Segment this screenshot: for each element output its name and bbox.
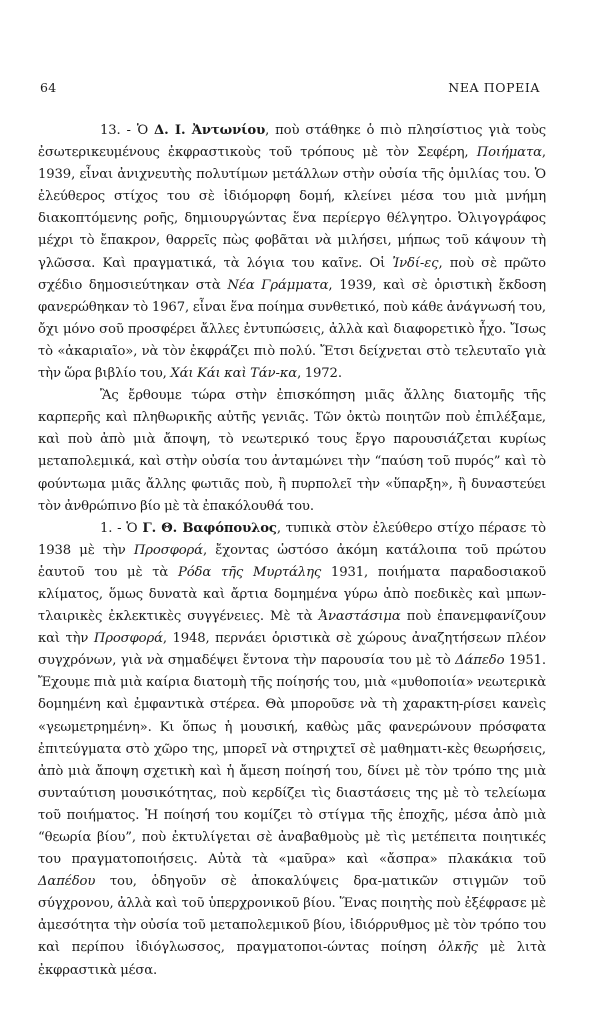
bold-name: Γ. Θ. Βαφόπουλος	[142, 520, 277, 536]
text-run: ποὺ ἐπανεμφανίζουν καὶ τὴν	[38, 609, 546, 647]
page-number: 64	[40, 80, 57, 95]
text-run: , τυπικὰ στὸν ἐλεύθερο στίχο πέρασε τὸ 1938 μὲ τὴν	[38, 520, 546, 558]
text-run: , ἔχοντας ὡστόσο ἀκόμη κατάλοιπα τοῦ πρώτου ἑαυτοῦ του μὲ τὰ	[38, 542, 547, 580]
paragraph-vafopoulos	[38, 518, 546, 982]
text-run: , 1948, περνάει ὁριστικὰ σὲ χώρους ἀναζητήσεων πλέον συγχρόνων, γιὰ νὰ σημαδέψει ἔντονα τὴν παρουσία του μὲ τὸ	[38, 631, 546, 669]
text-run: , 1939, εἶναι ἀνιχνευτὴς πολυτίμων μετάλλων στὴν οὐσία τῆς ὁμιλίας του. Ὁ ἐλεύθερος στίχος του σὲ ἰδιόμορφη δομή, κλείνει μέσα του μιὰ μνήμη διακοπτόμενης ροῆς, δημιουργώντας ἕνα περίεργο θέλγητρο. Ὀλιγογράφος μέχρι τὸ ἔπακρον, θαρρεῖς πὼς φοβᾶται νὰ μιλήσει, μήπως τοῦ κάψουν τὴ γλῶσσα. Καὶ πραγματικά, τὰ λόγια του καῖνε. Οἱ	[38, 145, 546, 271]
italic-title: Χάι Κάι καὶ Τάν-κα	[170, 366, 298, 382]
text-run: 1951. Ἔχουμε πιὰ μιὰ καίρια διατομὴ τῆς ποίησής του, μιὰ «μυθοποιία» νεωτερικὰ δομημένη καὶ ἐμφαντικὰ στέρεα. Θὰ μποροῦσε νὰ τὴ χαρακτη-ρίσει κανεὶς «γεωμετρημένη». Κι ὅπως ἡ μουσική, καθὼς μᾶς φανερώνουν πρόσφατα ἐπιτεύγματα στὸ χῶρο της, μπορεῖ νὰ στηριχτεῖ σὲ μαθηματι-κὲς θεωρήσεις, ἀπὸ μιὰ ἄποψη σχετικὴ καὶ ἡ ἄμεση ποίησή του, δίνει μὲ τὸν τρόπο της μιὰ συνταύτιση μουσικότητας, ποὺ κερδίζει τὶς διαστάσεις της μὲ τὸ τελείωμα τοῦ ποιήματος. Ἡ ποίησή του κομίζει τὸ στίγμα τῆς ἐποχῆς, μέσα ἀπὸ μιὰ “θεωρία βίου”, ποὺ ἐκτυλίγεται σὲ ἀναβαθμοὺς μὲ τὶς μετέπειτα ποιητικές του πραγματοποιήσεις. Αὐτὰ τὰ «μαῦρα» καὶ «ἄσπρα» πλακάκια τοῦ	[38, 653, 547, 868]
italic-title: Προσφορά	[93, 631, 163, 647]
text-run: Ἂς ἔρθουμε τώρα στὴν ἐπισκόπηση μιᾶς ἄλλης διατομῆς τῆς καρπερῆς καὶ πληθωρικῆς αὐτῆς γενιᾶς. Τῶν ὀκτὼ ποιητῶν ποὺ ἐπιλέξαμε, καὶ ποὺ ἀπὸ μιὰ ἄποψη, τὸ νεωτερικό τους ἔργο παρουσιάζεται κυρίως μεταπολεμικά, καὶ στὴν οὐσία του ἀνταμώνει τὴν “παύση τοῦ πυρός” καὶ τὸ φούντωμα μιᾶς ἄλλης φωτιᾶς ποὺ, ἢ πυρπολεῖ τὴν «ὕπαρξη», ἢ δυναστεύει τὸν ἀνθρώπινο βίο μὲ τὰ ἐπακόλουθά του.	[38, 388, 546, 514]
text-run: , 1939, καὶ σὲ ὁριστικὴ ἔκδοση φανερώθηκαν τὸ 1967, εἶναι ἕνα ποίημα συνθετικό, ποὺ κάθε ἀνάγνωσή του, ὄχι μόνο σοῦ προσφέρει ἄλλες ἐντυπώσεις, ἀλλὰ καὶ διαφορετικὸ ἦχο. Ἴσως τὸ «ἀκαριαῖο», νὰ τὸν ἐκφράζει πιὸ πολύ. Ἔτσι δείχνεται στὸ τελευταῖο γιὰ τὴν ὥρα βιβλίο του,	[38, 277, 546, 382]
text-run: 13. - Ὁ	[100, 123, 154, 138]
text-run: 1931, ποιήματα παραδοσιακοῦ κλίματος, ὅμως δυνατὰ καὶ ἄρτια δομημένα γύρω ἀπὸ ποεδικὲς καὶ μπων-τλαιρικὲς ἐκλεκτικὲς συγγένειες. Μὲ τὰ	[38, 564, 546, 625]
body-text	[38, 120, 546, 982]
italic-title: Νέα Γράμματα	[227, 277, 329, 293]
text-run: μὲ λιτὰ ἐκφραστικὰ μέσα.	[38, 940, 546, 978]
running-head-title: ΝΕΑ ΠΟΡΕΙΑ	[448, 80, 540, 95]
italic-title: ὁλκῆς	[438, 940, 478, 956]
text-run: , 1972.	[297, 366, 342, 382]
italic-title: Προσφορά	[133, 542, 203, 558]
bold-name: Δ. Ι. Ἀντωνίου	[153, 123, 266, 138]
paragraph-antoniou	[38, 120, 546, 385]
text-run: , ποὺ σὲ πρῶτο σχέδιο δημοσιεύτηκαν στὰ	[38, 255, 546, 293]
italic-title: Δαπέδου	[38, 874, 96, 890]
text-run: του, ὁδηγοῦν σὲ ἀποκαλύψεις δρα-ματικῶν στιγμῶν τοῦ σύγχρονου, ἀλλὰ καὶ τοῦ ὑπερχρονικοῦ βίου. Ἕνας ποιητὴς ποὺ ἐξέφρασε μὲ ἀμεσότητα τὴν οὐσία τοῦ μεταπολεμικοῦ βίου, ἰδιόρρυθμος μὲ τὸν τρόπο του καὶ περίπου ἰδιόγλωσσος, πραγματοποι-ώντας ποίηση	[38, 874, 546, 956]
text-run: , ποὺ στάθηκε ὁ πιὸ πλησίστιος γιὰ τοὺς ἐσωτερικευμένους ἐκφραστικοὺς τοῦ τρόπους μὲ τὸν Σεφέρη,	[38, 123, 546, 161]
paragraph-survey-intro	[38, 385, 546, 518]
italic-title: Ἀναστάσιμα	[318, 609, 401, 625]
italic-title: Ρόδα τῆς Μυρτάλης	[177, 564, 322, 580]
italic-title: Δάπεδο	[455, 653, 505, 669]
text-run: 1. - Ὁ	[100, 520, 143, 536]
italic-title: Ἰνδί-ες	[392, 255, 439, 271]
italic-title: Ποιήματα	[476, 145, 542, 161]
